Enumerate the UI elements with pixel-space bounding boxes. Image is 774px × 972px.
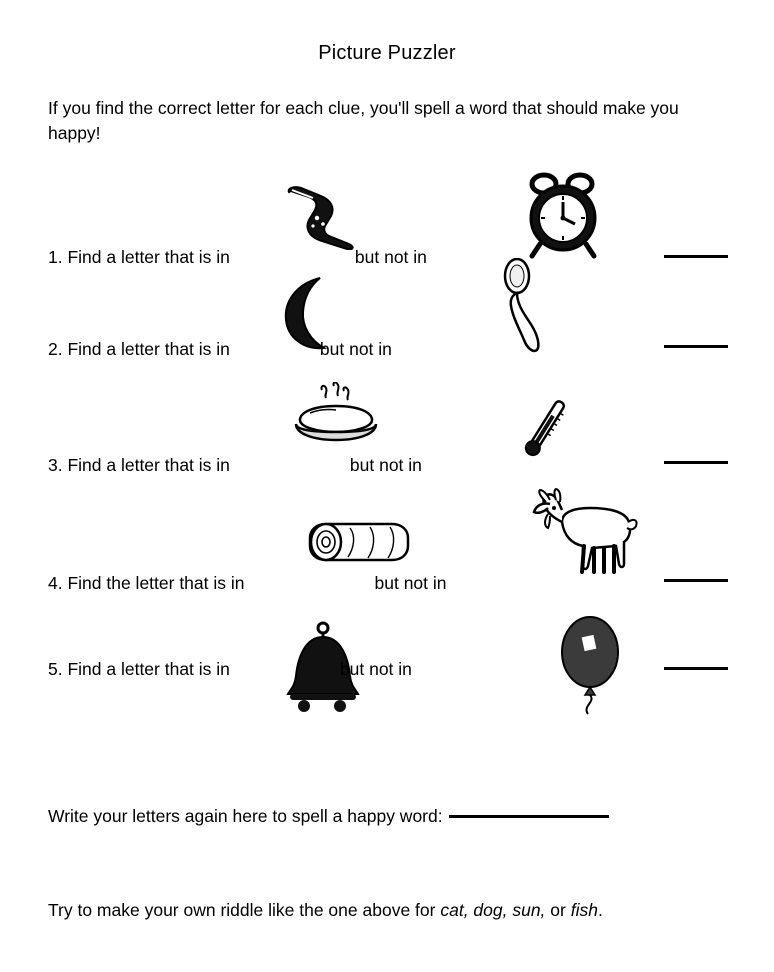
footer-words: cat, dog, sun, [440, 900, 546, 920]
clue-row-2 [48, 262, 738, 358]
make-own-riddle-line [48, 900, 603, 921]
footer-last-word: fish [570, 900, 598, 920]
clue-line-2 [48, 324, 738, 358]
clue-5-middle: but not in [339, 658, 412, 679]
clue-4-lead: 4. Find the letter that is in [48, 572, 245, 593]
clue-row-1 [48, 170, 738, 266]
clue-line-1 [48, 232, 738, 266]
answer-blank-5[interactable] [664, 667, 728, 670]
page-title: Picture Puzzler [318, 42, 456, 64]
answer-blank-3[interactable] [664, 461, 728, 464]
clue-4-middle: but not in [374, 572, 447, 593]
clue-line-4 [48, 558, 738, 592]
clue-2-lead: 2. Find a letter that is in [48, 338, 230, 359]
intro-text: If you find the correct letter for each clue, you'll spell a word that should make you happy! [48, 98, 679, 144]
answer-blank-1[interactable] [664, 255, 728, 258]
clue-3-middle: but not in [349, 454, 422, 475]
clue-3-lead: 3. Find a letter that is in [48, 454, 230, 475]
clue-row-4 [48, 496, 738, 592]
footer-join: or [550, 900, 566, 920]
clue-5-lead: 5. Find a letter that is in [48, 658, 230, 679]
spell-prompt: Write your letters again here to spell a happy word: [48, 806, 443, 826]
clue-line-3 [48, 440, 738, 474]
clue-line-5 [48, 644, 738, 678]
footer-end: . [597, 900, 603, 920]
clue-row-5 [48, 608, 738, 718]
spell-word-line [48, 806, 609, 827]
clue-2-middle: but not in [319, 338, 392, 359]
clue-1-middle: but not in [354, 246, 427, 267]
footer-prefix: Try to make your own riddle like the one above for [48, 900, 436, 920]
spell-answer-blank[interactable] [449, 815, 609, 818]
answer-blank-2[interactable] [664, 345, 728, 348]
clue-row-3 [48, 378, 738, 474]
pie-icon [286, 382, 386, 448]
answer-blank-4[interactable] [664, 579, 728, 582]
clue-1-lead: 1. Find a letter that is in [48, 246, 230, 267]
